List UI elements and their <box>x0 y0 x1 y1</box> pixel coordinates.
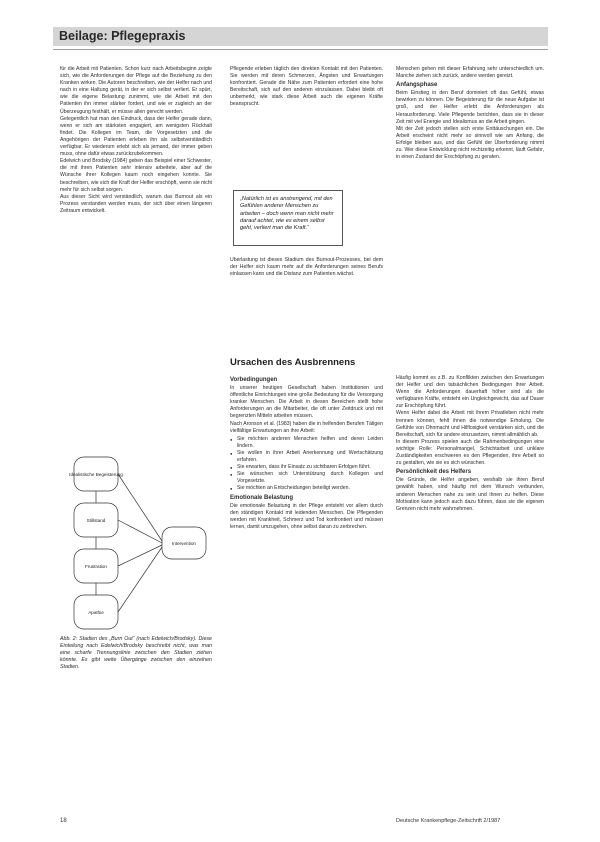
connector <box>118 474 162 541</box>
connector <box>118 547 162 612</box>
column-3-top <box>396 66 544 161</box>
column-2-middle <box>230 257 383 299</box>
column-4 <box>230 375 383 810</box>
list-item: ● Sie möchten an Entscheidungen beteiligt werden. <box>230 485 383 492</box>
bullet-list <box>230 436 383 493</box>
paragraph: Häufig kommt es z.B. zu Konflikten zwischen den Erwartungen der Helfer und den tatsächlichen Bedingungen ihrer Arbeit. Wenn die Anforderungen dauerhaft höher sind als die verfügbaren Kräfte, entsteht ein Ungleichgewicht, das auf Dauer zur Erschöpfung führt. <box>396 375 544 410</box>
paragraph: In diesem Prozess spielen auch die Rahmenbedingungen eine wichtige Rolle: Personalmangel, Schichtarbeit und unklare Zuständigkeiten erschweren es den Pflegenden, ihre Arbeit so zu gestalten, wie sie es sich wünschen. <box>396 438 544 467</box>
section-heading: Ursachen des Ausbrennens <box>230 357 356 368</box>
paragraph: Überlastung ist dieses Stadium des Burnout-Prozesses, bei dem der Helfer sich kaum mehr auf die Anforderungen seines Berufs einlassen kann und die Distanz zum Patienten wächst. <box>230 257 383 278</box>
list-item: ● Sie wollen in ihrer Arbeit Anerkennung und Wertschätzung erfahren. <box>230 450 383 464</box>
stage-label: Idealistische Begeisterung <box>69 472 123 477</box>
paragraph: Nach Aronson et al. (1983) haben die in helfenden Berufen Tätigen vielfältige Erwartungen an ihre Arbeit: <box>230 420 383 434</box>
subheading: Anfangsphase <box>396 82 438 89</box>
header-rule <box>53 49 548 50</box>
header-bar <box>53 27 548 46</box>
list-item: ● Sie möchten anderen Menschen helfen und deren Leiden lindern. <box>230 436 383 450</box>
paragraph: Menschen gehen mit dieser Erfahrung sehr unterschiedlich um. Manche ziehen sich zurück, andere werden gereizt. <box>396 66 544 80</box>
paragraph: Die Gründe, die Helfer angeben, weshalb sie ihren Beruf gewählt haben, sind häufig mit dem Wunsch verbunden, anderen Menschen nahe zu sein und ihnen zu helfen. Diese Motivation kann jedoch auch dazu führen, dass sie die eigenen Grenzen nicht mehr wahrnehmen. <box>396 477 544 512</box>
pull-quote: „Natürlich ist es anstrengend, mit den Gefühlen anderer Menschen zu arbeiten – doch wenn man nicht mehr darauf achtet, wie es einem selbst geht, verliert man die Kraft.“ <box>233 190 343 246</box>
column-5 <box>396 375 544 810</box>
subheading: Persönlichkeit des Helfers <box>396 469 472 476</box>
figure-caption: Abb. 2: Stadien des „Burn Out“ (nach Edelwich/Brodsky). Diese Einteilung nach Edelwich/Brodsky beschreibt nicht, was man eine scharfe Trennungslinie zwischen den Stadien ziehen könnte. Es gibt weite Übergänge zwischen den einzelnen Stadien. <box>60 636 212 670</box>
column-1 <box>60 66 212 453</box>
list-item: ● Sie erwarten, dass ihr Einsatz zu sichtbaren Erfolgen führt. <box>230 464 383 471</box>
stage-label: Frustration <box>85 564 107 569</box>
stage-label: Apathie <box>88 610 104 615</box>
paragraph: In unserer heutigen Gesellschaft haben Institutionen und öffentliche Einrichtungen eine große Bedeutung für die Versorgung kranker Menschen. Die Arbeit in diesen Bereichen stellt hohe Anforderungen an die Mitarbeiter, die oft unter Zeitdruck und mit begrenzten Mitteln arbeiten müssen. <box>230 385 383 420</box>
list-item: ● Sie wünschen sich Unterstützung durch Kollegen und Vorgesetzte. <box>230 471 383 485</box>
subheading: Vorbedingungen <box>230 377 278 383</box>
column-2-top <box>230 66 383 184</box>
subheading: Emotionale Belastung <box>230 494 294 501</box>
paragraph: Pflegende erleben täglich den direkten Kontakt mit den Patienten. Sie werden mit deren Schmerzen, Ängsten und Erwartungen konfrontiert. Gerade die Nähe zum Patienten erfordert eine hohe Bereitschaft, sich auf den anderen einzulassen. Dabei bleibt oft unbemerkt, wie stark diese Arbeit auch die eigenen Kräfte beansprucht. <box>230 66 383 108</box>
paragraph: Beim Einstieg in den Beruf dominiert oft das Gefühl, etwas bewirken zu können. Die Begeisterung für die neue Aufgabe ist groß, und der Helfer erlebt die Anforderungen als Herausforderung. Viele Pflegende berichten, dass sie in dieser Zeit mit viel Energie und Idealismus an die Arbeit gingen. <box>396 90 544 125</box>
page-title: Beilage: Pflegepraxis <box>59 29 186 43</box>
page-number: 18 <box>60 818 67 824</box>
footer-source: Deutsche Krankenpflege-Zeitschrift 2/1987 <box>396 818 501 824</box>
paragraph: Edelwich und Brodsky (1984) geben das Beispiel einer Schwester, die mit ihren Patienten sehr intensiv arbeitete, aber auf die Wünsche ihrer Kollegen kaum noch eingehen konnte. Sie beschreiben, wie sich die Kraft der Helfer erschöpft, wenn sie nicht mehr für sich selbst sorgen. <box>60 158 212 193</box>
paragraph: Die emotionale Belastung in der Pflege entsteht vor allem durch den ständigen Kontakt mit leidenden Menschen. Die Pflegenden werden mit Krankheit, Schmerz und Tod konfrontiert und müssen lernen, damit umzugehen, ohne selbst daran zu zerbrechen. <box>230 502 383 530</box>
paragraph: Mit der Zeit jedoch stellen sich erste Enttäuschungen ein. Die Arbeit erscheint nicht mehr so sinnvoll wie am Anfang, die Erfolge bleiben aus, und das Gefühl der Überforderung nimmt zu. Wer diese Entwicklung nicht rechtzeitig erkennt, läuft Gefahr, in einen Zustand der Erschöpfung zu geraten. <box>396 125 544 161</box>
intervention-label: Intervention <box>171 541 197 546</box>
paragraph: Gelegentlich hat man den Eindruck, dass der Helfer gerade dann, wenn er sich am stärksten engagiert, am wenigsten Rückhalt findet. Die Kollegen im Team, die Vorgesetzten und die Angehörigen der Patienten erleben ihn als selbstverständlich verfügbar. Er wiederum erlebt sich als jemand, der immer geben muss, ohne dafür etwas zurückzubekommen. <box>60 115 212 158</box>
paragraph: Aus dieser Sicht wird verständlich, warum das Burnout als ein Prozess verstanden werden muss, der sich über einen längeren Zeitraum entwickelt. <box>60 193 212 214</box>
paragraph: für die Arbeit mit Patienten. Schon kurz nach Arbeitsbeginn zeigte sich, wie die Anforderungen der Pflege auf die Beziehung zu den Kranken wirken. Die Autoren beschreiben, wie der Helfer nach und nach in eine Haltung gerät, in der er sich selbst verliert. Er spürt, wie die eigene Belastung zunimmt, wie die Arbeit mit den Patienten ihn immer stärker fordert, und wie er zugleich an der Überzeugung festhält, er müsse allen gerecht werden. <box>60 66 212 115</box>
stage-label: Stillstand <box>86 518 106 523</box>
connector <box>118 545 162 566</box>
paragraph: Wenn Helfer dabei die Arbeit mit ihrem Privatleben nicht mehr trennen können, fehlt ihnen die notwendige Erholung. Die Gefühle von Ohnmacht und Hilflosigkeit verstärken sich, und die Bereitschaft, sich für andere einzusetzen, nimmt allmählich ab. <box>396 410 544 438</box>
burnout-stages-diagram <box>60 453 220 633</box>
